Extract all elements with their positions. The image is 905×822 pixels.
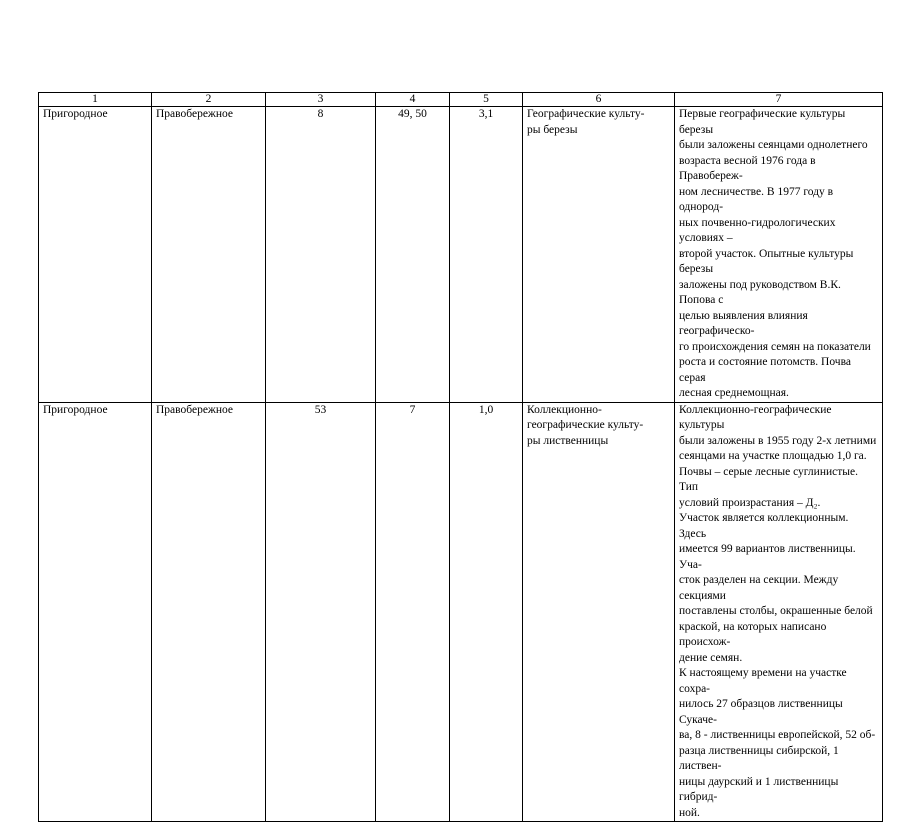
header-cell-1: 1: [39, 93, 152, 107]
header-cell-6: 6: [523, 93, 675, 107]
description-cell: Первые географические культуры березы были заложены сеянцами однолетнего возраста весной 1976 года в Правобереж- ном лесничестве. В 1977 году в однород- ных почвенно-гидрологических условиях – второй участок. Опытные культуры березы заложены под руководством В.К. Попова с целью выявления влияния географическо- го происхождения семян на показатели роста и состояние потомств. Почва серая лесная среднемощная.: [675, 107, 883, 403]
area-cell: 3,1: [450, 107, 523, 403]
forestry-cell: Пригородное: [39, 107, 152, 403]
object-name-cell: Географические культу- ры березы: [523, 107, 675, 403]
quarter-cell: 8: [266, 107, 376, 403]
header-cell-4: 4: [376, 93, 450, 107]
header-row: [39, 93, 883, 107]
area-cell: 1,0: [450, 402, 523, 822]
table-row: [39, 107, 883, 403]
header-cell-5: 5: [450, 93, 523, 107]
header-cell-2: 2: [152, 93, 266, 107]
table-row: [39, 402, 883, 822]
section-cell: 49, 50: [376, 107, 450, 403]
object-name-cell: Коллекционно- географические культу- ры лиственницы: [523, 402, 675, 822]
data-table: [38, 92, 883, 822]
quarter-cell: 53: [266, 402, 376, 822]
header-cell-7: 7: [675, 93, 883, 107]
header-cell-3: 3: [266, 93, 376, 107]
district-cell: Правобережное: [152, 402, 266, 822]
description-cell: Коллекционно-географические культуры были заложены в 1955 году 2-х летними сеянцами на участке площадью 1,0 га. Почвы – серые лесные суглинистые. Тип условий произрастания – Д₂. Участок является коллекционным. Здесь имеется 99 вариантов лиственницы. Уча- сток разделен на секции. Между секциями поставлены столбы, окрашенные белой краской, на которых написано происхож- дение семян. К настоящему времени на участке сохра- нилось 27 образцов лиственницы Сукаче- ва, 8 - лиственницы европейской, 52 об- разца лиственницы сибирской, 1 листвен- ницы даурский и 1 лиственницы гибрид- ной.: [675, 402, 883, 822]
forestry-cell: Пригородное: [39, 402, 152, 822]
section-cell: 7: [376, 402, 450, 822]
district-cell: Правобережное: [152, 107, 266, 403]
